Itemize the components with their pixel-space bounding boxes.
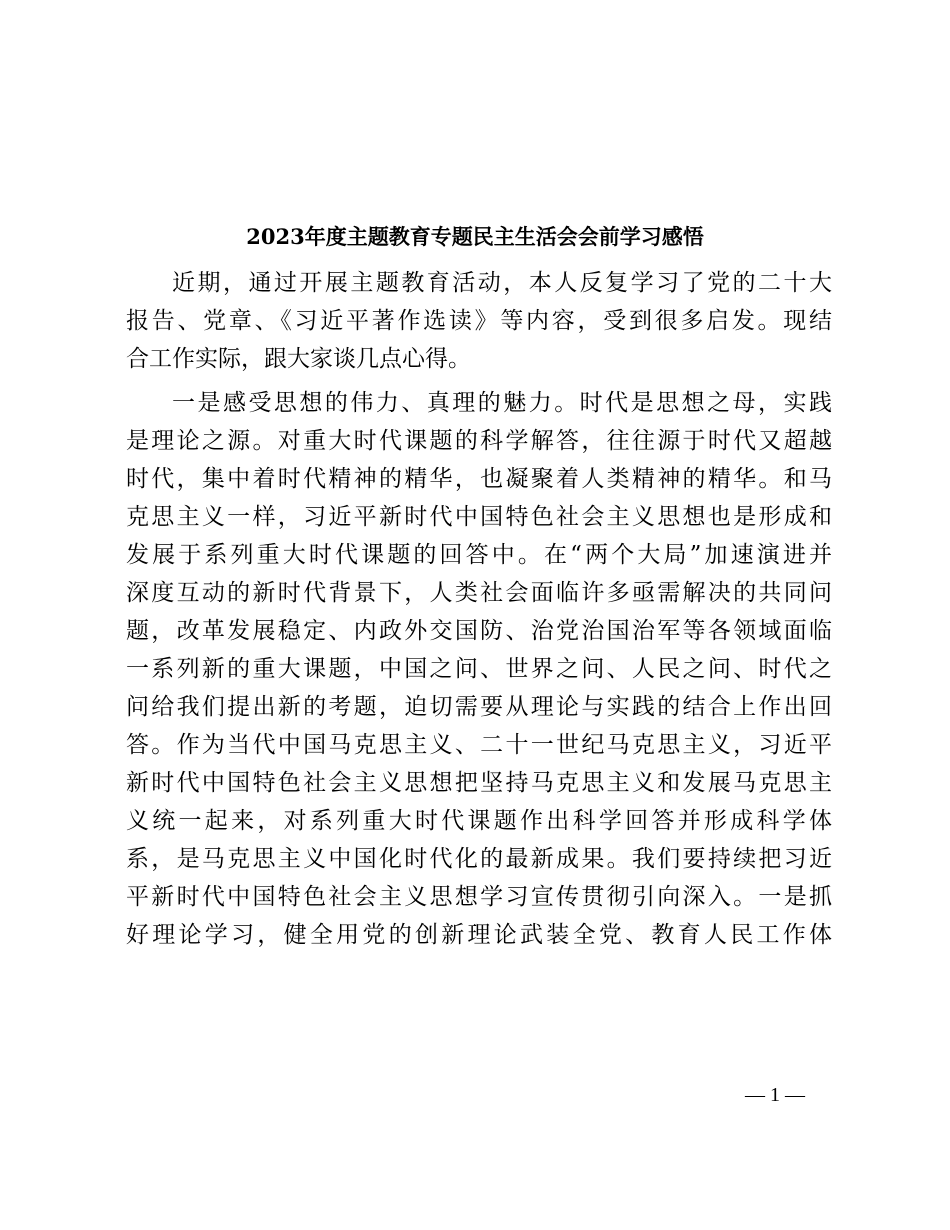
text-line: 义统一起来，对系列重大时代课题作出科学回答并形成科学体 xyxy=(126,808,832,834)
text-line: 发展于系列重大时代课题的回答中。在“两个大局”加速演进并 xyxy=(126,542,832,568)
text-line: 深度互动的新时代背景下，人类社会面临许多亟需解决的共同问 xyxy=(126,580,832,606)
text-line: 题，改革发展稳定、内政外交国防、治党治国治军等各领域面临 xyxy=(126,618,832,644)
text-line: 平新时代中国特色社会主义思想学习宣传贯彻引向深入。一是抓 xyxy=(126,884,832,910)
text-line: 是理论之源。对重大时代课题的科学解答，往往源于时代又超越 xyxy=(126,428,832,454)
text-line: 近期，通过开展主题教育活动，本人反复学习了党的二十大 xyxy=(172,270,832,296)
text-line: 新时代中国特色社会主义思想把坚持马克思主义和发展马克思主 xyxy=(126,770,832,796)
text-line: 好理论学习，健全用党的创新理论武装全党、教育人民工作体 xyxy=(126,922,832,948)
document-body xyxy=(126,264,832,954)
text-line: 答。作为当代中国马克思主义、二十一世纪马克思主义，习近平 xyxy=(126,732,832,758)
text-line: 合工作实际，跟大家谈几点心得。 xyxy=(126,346,471,372)
text-line: 系，是马克思主义中国化时代化的最新成果。我们要持续把习近 xyxy=(126,846,832,872)
text-line: 报告、党章、《习近平著作选读》等内容，受到很多启发。现结 xyxy=(126,308,832,334)
text-line: 一是感受思想的伟力、真理的魅力。时代是思想之母，实践 xyxy=(172,390,832,416)
paragraph-intro xyxy=(126,264,832,378)
text-line: 一系列新的重大课题，中国之问、世界之问、人民之问、时代之 xyxy=(126,656,832,682)
text-line: 克思主义一样，习近平新时代中国特色社会主义思想也是形成和 xyxy=(126,504,832,530)
page-number: — 1 — xyxy=(745,1084,805,1106)
document-title: 2023年度主题教育专题民主生活会会前学习感悟 xyxy=(246,224,704,249)
paragraph-point-one xyxy=(126,384,832,954)
text-line: 时代，集中着时代精神的精华，也凝聚着人类精神的精华。和马 xyxy=(126,466,832,492)
text-line: 问给我们提出新的考题，迫切需要从理论与实践的结合上作出回 xyxy=(126,694,832,720)
